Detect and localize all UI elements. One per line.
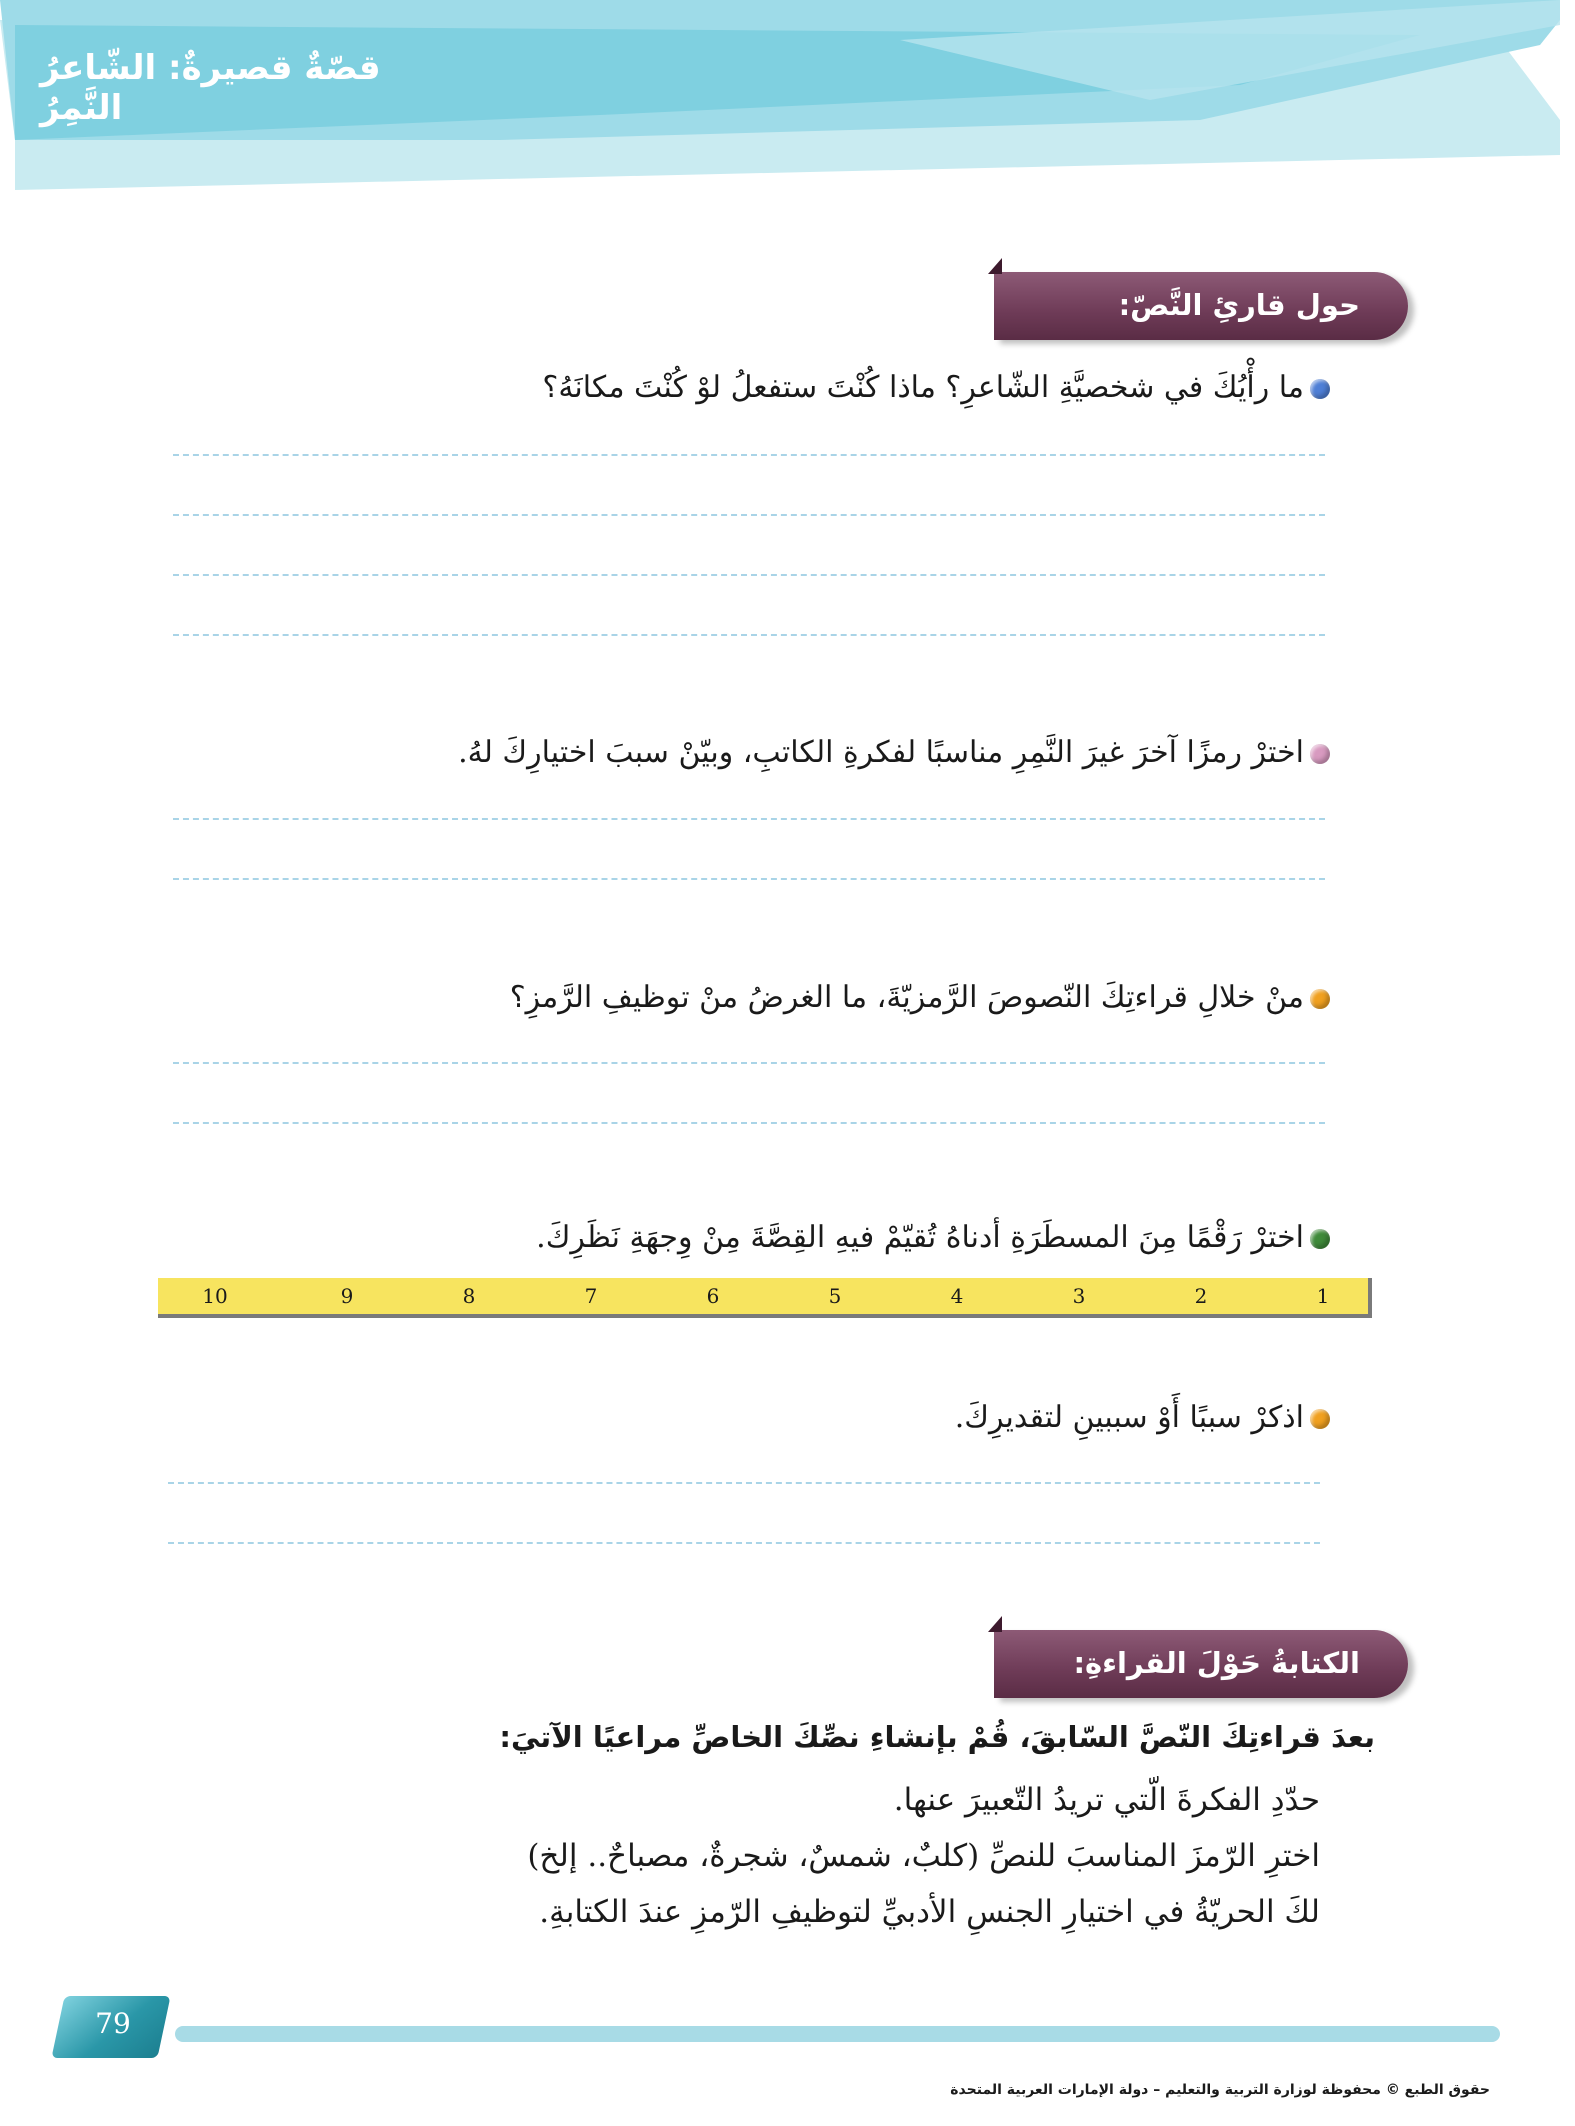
copyright-notice: حقوق الطبع © محفوظة لوزارة التربية والتعليم – دولة الإمارات العربية المتحدة [950,2082,1490,2098]
answer-line[interactable] [173,878,1325,880]
writing-point: حدّدِ الفكرةَ الّتي تريدُ التّعبيرَ عنها. [893,1782,1320,1818]
scale-number[interactable]: 9 [340,1284,354,1308]
writing-point: لكَ الحريّةُ في اختيارِ الجنسِ الأدبيِّ لتوظيفِ الرّمزِ عندَ الكتابةِ. [539,1894,1320,1930]
scale-number[interactable]: 8 [462,1284,476,1308]
question-4: اخترْ رَقْمًا مِنَ المسطَرَةِ أدناهُ تُقيّمْ فيهِ القِصَّةَ مِنْ وِجهَةِ نَظَرِكَ. [536,1220,1330,1255]
answer-line[interactable] [173,818,1325,820]
bullet-dot-icon [1310,1409,1330,1429]
bullet-dot-icon [1310,989,1330,1009]
scale-number[interactable]: 5 [828,1284,842,1308]
page-number: 79 [95,2007,131,2040]
page-title: قصّةٌ قصيرةٌ: الشّاعرُ النَّمِرُ [40,48,381,128]
answer-line[interactable] [173,1062,1325,1064]
writing-intro: بعدَ قراءتِكَ النّصَّ السّابقَ، قُمْ بإنشاءِ نصِّكَ الخاصِّ مراعيًا الآتيَ: [499,1720,1375,1754]
scale-number[interactable]: 6 [706,1284,720,1308]
scale-number[interactable]: 2 [1194,1284,1208,1308]
answer-line[interactable] [168,1542,1320,1544]
section-heading-writing [994,1630,1408,1698]
scale-number[interactable]: 7 [584,1284,598,1308]
scale-number[interactable]: 1 [1316,1284,1330,1308]
answer-line[interactable] [173,514,1325,516]
bullet-dot-icon [1310,744,1330,764]
rating-scale [158,1278,1372,1318]
question-2: اخترْ رمزًا آخرَ غيرَ النَّمِرِ مناسبًا لفكرةِ الكاتبِ، وبيّنْ سببَ اختيارِكَ لهُ. [458,735,1330,770]
scale-number[interactable]: 3 [1072,1284,1086,1308]
answer-line[interactable] [173,1122,1325,1124]
answer-line[interactable] [168,1482,1320,1484]
bullet-dot-icon [1310,379,1330,399]
footer-bar [175,2026,1500,2042]
section-heading-label: الكتابةُ حَوْلَ القراءةِ: [1073,1646,1360,1680]
answer-line[interactable] [173,454,1325,456]
section-heading-reader [994,272,1408,340]
scale-number[interactable]: 4 [950,1284,964,1308]
answer-line[interactable] [173,634,1325,636]
bullet-dot-icon [1310,1229,1330,1249]
section-heading-label: حول قارئِ النَّصّ: [1118,288,1360,322]
question-1: ما رأْيُكَ في شخصيَّةِ الشّاعرِ؟ ماذا كُنْتَ ستفعلُ لوْ كُنْتَ مكانَهُ؟ [542,370,1330,405]
writing-point: اخترِ الرّمزَ المناسبَ للنصِّ (كلبٌ، شمسٌ، شجرةٌ، مصباحٌ.. إلخ) [527,1838,1320,1874]
question-3: منْ خلالِ قراءتِكَ النّصوصَ الرَّمزيّةَ، ما الغرضُ منْ توظيفِ الرَّمزِ؟ [510,980,1330,1015]
answer-line[interactable] [173,574,1325,576]
scale-number[interactable]: 10 [202,1284,228,1308]
question-5: اذكرْ سببًا أَوْ سببينِ لتقديرِكَ. [955,1400,1330,1435]
